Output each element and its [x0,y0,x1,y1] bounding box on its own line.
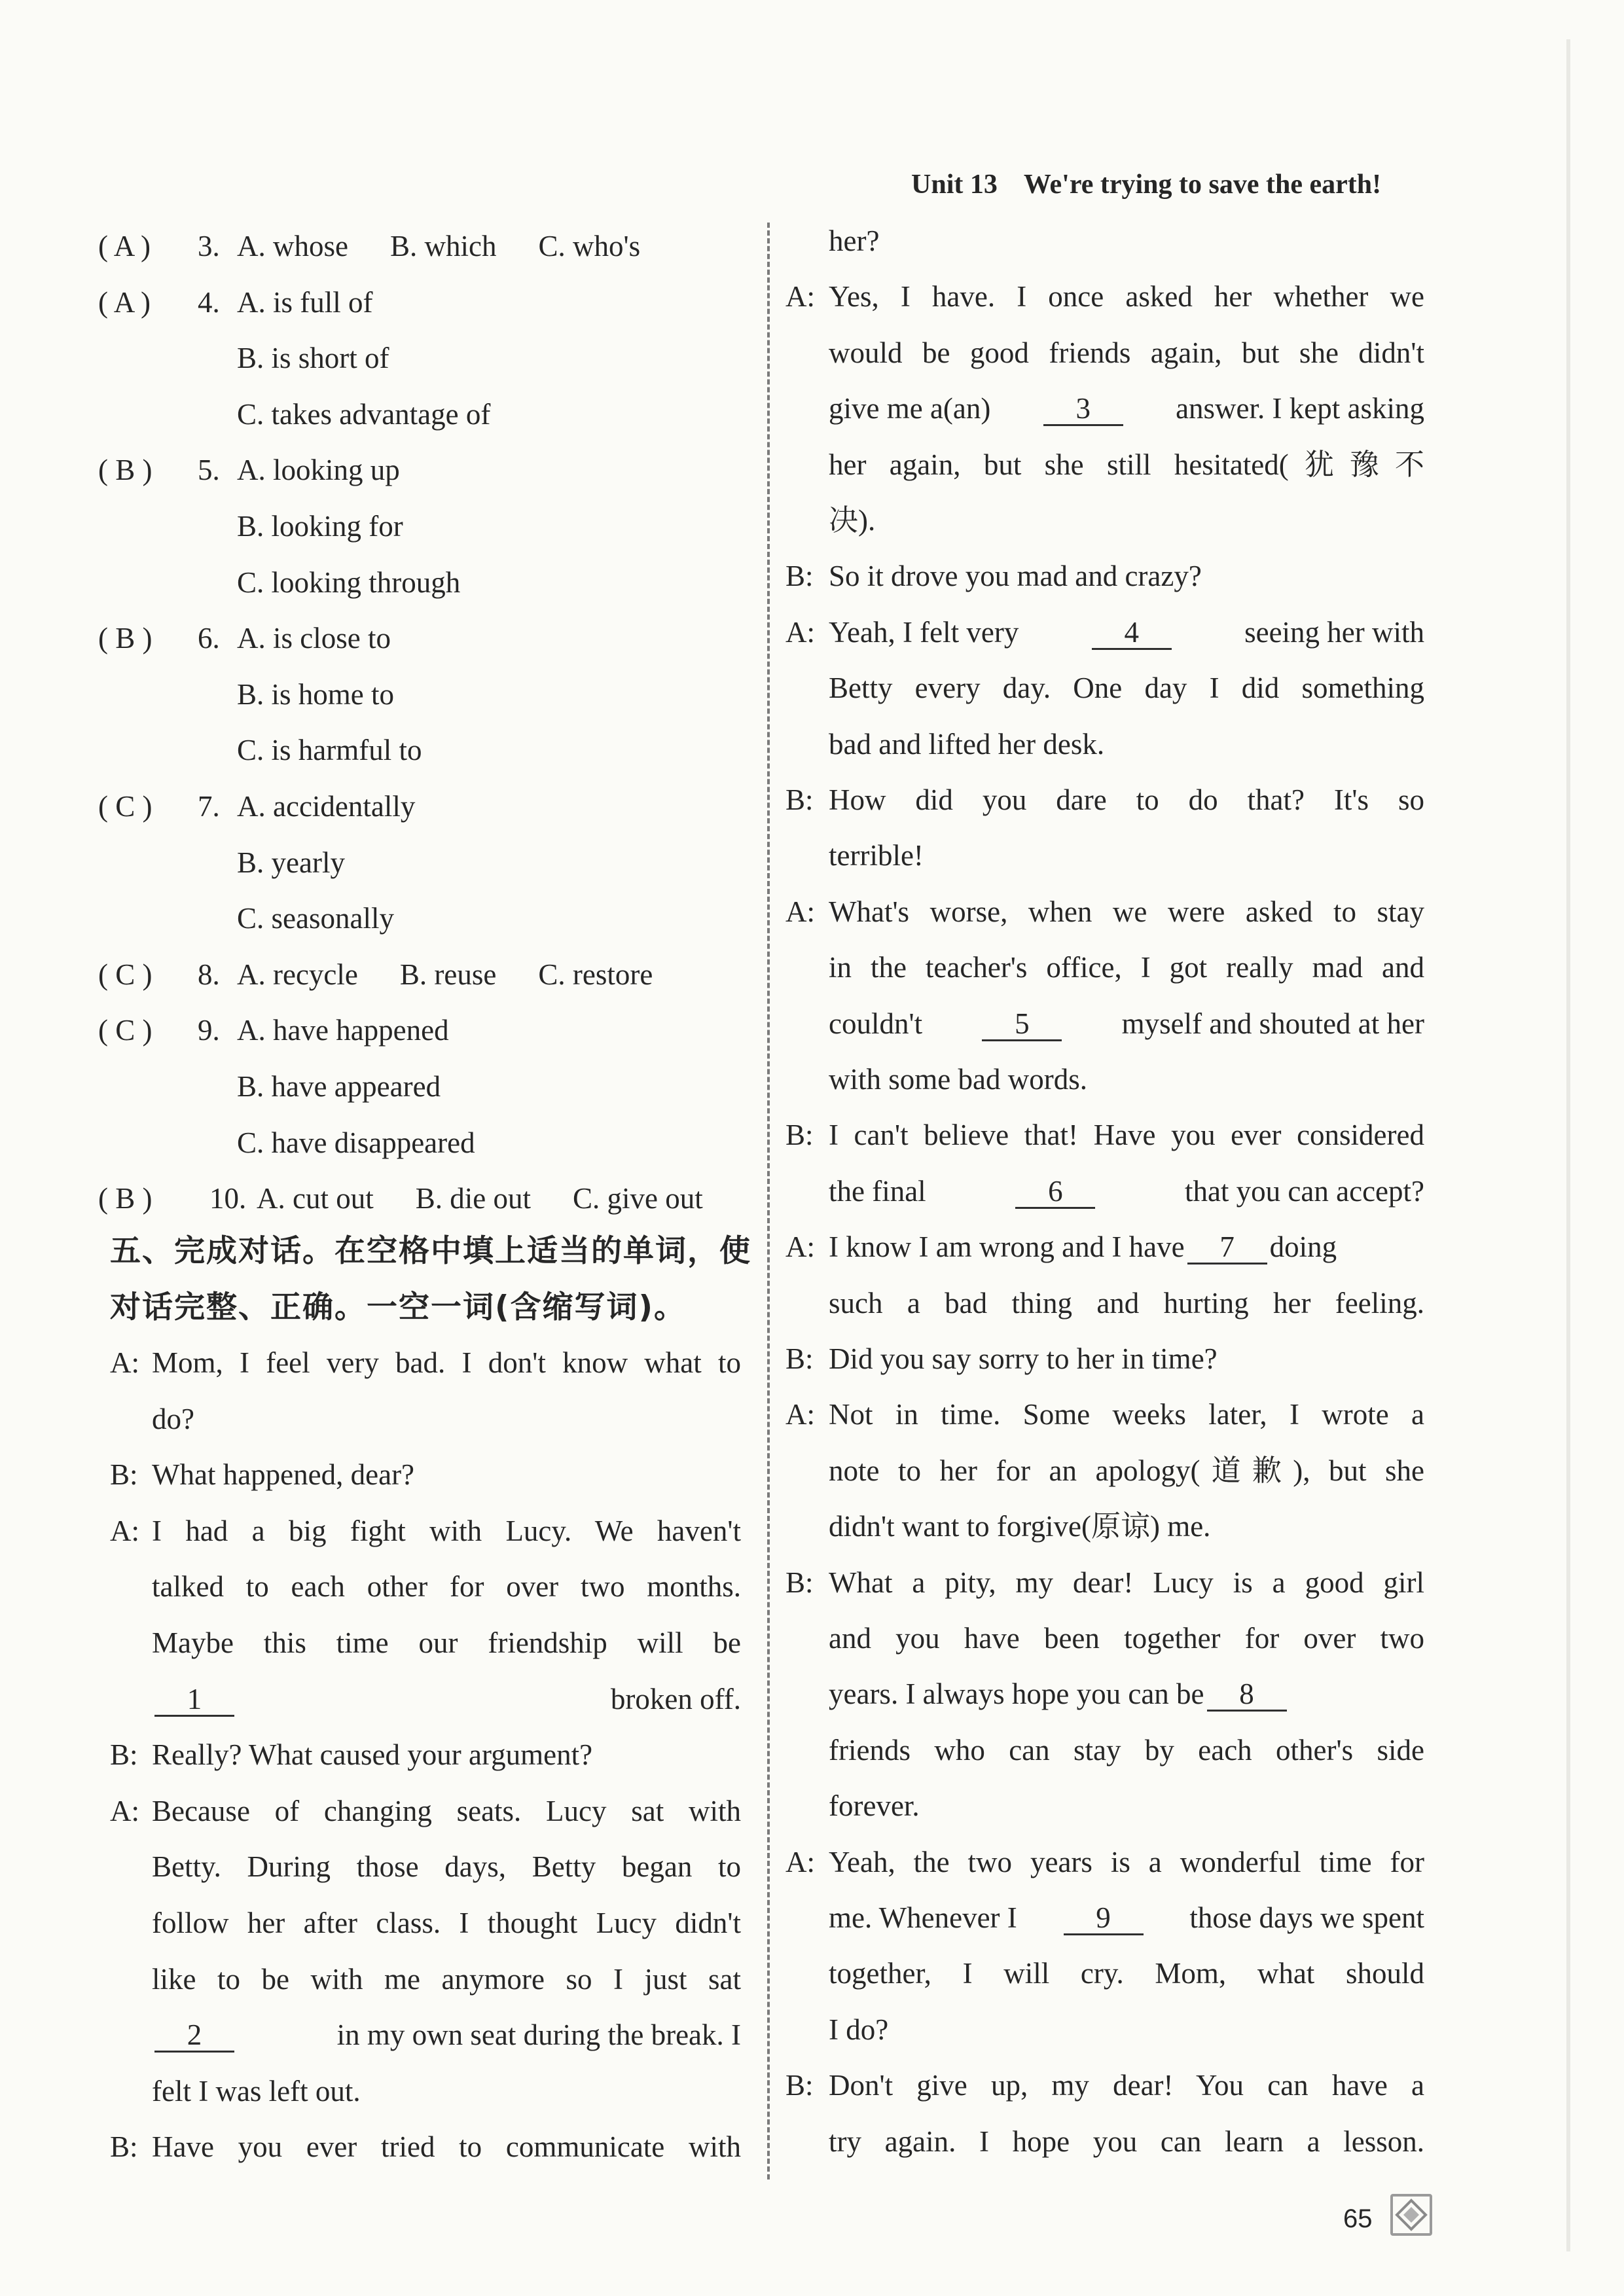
option-text: B. is home to [237,677,395,711]
text: didn't want to forgive(原谅) me. [829,1510,1211,1543]
dialogue-line [785,1229,1424,1265]
answer-letter: B [115,1182,135,1215]
dialogue-text [829,1061,1424,1098]
text-group [829,614,1424,651]
options [237,1124,475,1161]
text: follow her after class. I thought Lucy didn't [152,1907,741,1939]
dialogue-line [829,1676,1424,1712]
dialogue-line [829,670,1424,706]
text: such a bad thing and hurting her feeling. [829,1286,1424,1319]
text: try again. I hope you can learn a lesson. [829,2125,1424,2158]
options [237,508,403,545]
question-number: 5. [198,454,220,487]
text: I do? [829,2013,889,2046]
options [237,1012,449,1049]
dialogue-text [829,446,1424,483]
option-text: C. have disappeared [237,1126,475,1159]
speaker-letter: A [785,1398,807,1431]
text-group [829,1173,1424,1210]
speaker-letter: A [110,1514,132,1547]
text-after: in my own seat during the break. I [336,2018,741,2052]
dialogue-text [152,1905,741,1941]
dialogue-text [152,1961,741,1998]
speaker-letter: B [785,783,806,816]
speaker-label: B: [785,1566,814,1599]
dialogue-line [829,334,1424,371]
speaker-label: B: [785,560,814,593]
option-text: B. yearly [237,846,345,879]
section-heading-cont: 对话完整、正确。一空一词(含缩写词)。 [110,1289,686,1325]
options [237,900,394,937]
diamond-icon [1390,2194,1432,2236]
dialogue-line [829,502,1424,539]
dialogue-line [110,2128,741,2165]
text: with some bad words. [829,1063,1087,1096]
column-divider [767,223,770,2179]
dialogue-line [829,1732,1424,1768]
answer-bracket: ( B ) [98,622,153,655]
text: What happened, dear? [152,1458,415,1492]
dialogue-text [152,1848,741,1885]
speaker-label: B: [110,1738,138,1772]
speaker-letter: B [785,2069,806,2102]
answer-blank: 5 [982,1008,1062,1041]
options [237,788,415,825]
dialogue-line [152,1624,741,1661]
text: do? [152,1402,194,1435]
options [257,1180,703,1217]
answer-blank: 2 [154,2019,234,2053]
dialogue-line [785,1340,1424,1377]
dialogue-line [152,2073,741,2109]
dialogue-line [785,781,1424,818]
answer-blank: 4 [1092,617,1172,650]
dialogue-text [829,1676,1424,1712]
speaker-letter: A [785,615,807,649]
options [237,340,389,376]
option-text: A. accidentally [237,790,416,823]
text: How did you dare to do that? It's so [829,783,1424,816]
dialogue-text [829,2067,1424,2104]
speaker-letter: B [785,1342,806,1375]
option-text: C. seasonally [237,902,394,935]
dialogue-line [829,837,1424,874]
dialogue-text [829,1844,1424,1880]
dialogue-line [110,1344,741,1381]
answer-blank: 8 [1207,1678,1287,1712]
answer-letter: C [115,790,135,823]
text-before: me. Whenever I [829,1901,1017,1934]
option-text: A. recycle [237,958,358,991]
dialogue-text [829,781,1424,818]
text: her? [829,224,880,257]
text-group [152,1681,741,1717]
page-number: 65 [1343,2204,1373,2233]
answer-letter: C [115,1014,135,1047]
text: Betty every day. One day I did something [829,672,1424,705]
question-number: 8. [198,958,220,991]
text-group [829,390,1424,427]
text: Betty. During those days, Betty began to [152,1850,741,1884]
option-text: C. give out [572,1182,703,1215]
text: talked to each other for over two months. [152,1570,741,1604]
dialogue-line [829,390,1424,427]
options [237,452,400,488]
text: Did you say sorry to her in time? [829,1342,1218,1375]
question-number: 4. [198,285,220,319]
option-text: C. is harmful to [237,734,422,767]
dialogue-line [829,1005,1424,1042]
speaker-label: A: [110,1794,140,1827]
dialogue-line [785,1564,1424,1601]
text-after: that you can accept? [1184,1174,1424,1208]
question-number: 3. [198,230,220,262]
answer-bracket: ( A ) [98,230,151,262]
dialogue-text [829,558,1424,594]
dialogue-line [152,1568,741,1605]
question-number: 7. [198,790,220,823]
running-header [911,169,1381,200]
speaker-letter: A [785,1230,807,1264]
speaker-label: A: [785,280,816,314]
option-text: A. looking up [237,454,400,487]
dialogue-line [785,278,1424,315]
speaker-letter: A [110,1346,132,1379]
text-group [829,1005,1424,1042]
dialogue-line [110,1456,741,1493]
text: together, I will cry. Mom, what should [829,1957,1424,1990]
options [237,284,373,321]
option-text: A. have happened [237,1014,449,1047]
text: I had a big fight with Lucy. We haven't [152,1514,741,1547]
speaker-label: A: [785,1230,816,1264]
dialogue-text [829,949,1424,986]
option-text: A. cut out [257,1182,374,1215]
text-before: I know I am wrong and I have [829,1230,1185,1264]
option-text: B. die out [415,1182,531,1215]
dialogue-line [152,1905,741,1941]
answer-bracket: ( C ) [98,1014,153,1047]
option-text: B. reuse [399,958,497,991]
options [237,620,391,656]
option-text: A. is close to [237,622,391,655]
option-text: A. is full of [237,285,373,319]
speaker-label: A: [110,1514,140,1547]
text-before: years. I always hope you can be [829,1677,1204,1711]
option-text: B. looking for [237,510,403,543]
dialogue-text [829,1732,1424,1768]
dialogue-text [829,1173,1424,1210]
dialogue-text [152,2073,741,2109]
dialogue-line [785,2067,1424,2104]
dialogue-text [829,1452,1424,1489]
text: her again, but she still hesitated(犹豫不 [829,448,1424,481]
speaker-label: B: [785,1342,814,1375]
answer-blank: 9 [1064,1902,1144,1935]
dialogue-text [829,1955,1424,1992]
text: in the teacher's office, I got really mad and [829,951,1424,984]
dialogue-line [785,893,1424,930]
question-number: 9. [198,1014,220,1047]
option-text: B. which [389,230,497,262]
dialogue-line [829,1508,1424,1545]
dialogue-text [152,1456,741,1493]
answer-blank: 1 [154,1683,234,1717]
dialogue-text [829,2123,1424,2160]
dialogue-line [829,1452,1424,1489]
text-after: seeing her with [1244,615,1424,649]
dialogue-line [785,1396,1424,1433]
dialogue-line [829,446,1424,483]
answer-letter: A [113,230,134,262]
text: friends who can stay by each other's side [829,1733,1424,1767]
dialogue-text [829,1564,1424,1601]
speaker-letter: B [785,1119,806,1152]
speaker-letter: A [785,1845,807,1878]
question-number: 10. [209,1182,247,1215]
dialogue-text [829,837,1424,874]
text: Not in time. Some weeks later, I wrote a [829,1398,1424,1431]
dialogue-line [110,1793,741,1829]
options [237,564,460,601]
dialogue-line [829,949,1424,986]
dialogue-line [785,614,1424,651]
dialogue-text [152,1513,741,1549]
dialogue-text [829,1117,1424,1153]
options [237,676,394,713]
speaker-label: B: [785,1119,814,1152]
text: Really? What caused your argument? [152,1738,593,1772]
dialogue-text [152,1401,741,1437]
text: forever. [829,1789,920,1823]
dialogue-text [829,614,1424,651]
text: What a pity, my dear! Lucy is a good girl [829,1566,1424,1599]
speaker-letter: B [110,1738,130,1772]
options [237,956,653,993]
speaker-letter: A [785,280,807,314]
speaker-letter: A [110,1794,132,1827]
dialogue-line [829,726,1424,762]
dialogue-text [829,1396,1424,1433]
dialogue-text [829,334,1424,371]
dialogue-text [152,1344,741,1381]
dialogue-line [829,223,1424,259]
answer-bracket: ( C ) [98,958,153,991]
answer-blank: 7 [1187,1231,1267,1265]
dialogue-text [152,2128,741,2165]
answer-letter: B [115,454,135,487]
dialogue-text [829,1508,1424,1545]
text: What's worse, when we were asked to stay [829,895,1424,928]
text: and you have been together for over two [829,1622,1424,1655]
dialogue-text [829,726,1424,762]
option-text: B. have appeared [237,1070,441,1103]
dialogue-line [152,1848,741,1885]
option-text: B. is short of [237,342,389,375]
text-after: myself and shouted at her [1121,1007,1424,1040]
text: terrible! [829,839,924,872]
dialogue-text [829,670,1424,706]
dialogue-line [829,1955,1424,1992]
options [237,1068,441,1105]
dialogue-line [785,1844,1424,1880]
text-after: doing [1269,1230,1337,1264]
answer-bracket: ( B ) [98,1182,153,1215]
dialogue-text [152,1793,741,1829]
dialogue-text [152,1736,741,1773]
speaker-letter: B [785,560,806,593]
section-heading: 五、完成对话。在空格中填上适当的单词，使 [110,1233,751,1269]
question-number: 6. [198,622,220,655]
dialogue-line [829,1285,1424,1321]
dialogue-line [152,1961,741,1998]
answer-blank: 3 [1043,393,1123,426]
dialogue-text [829,1787,1424,1824]
speaker-label: B: [110,1458,138,1492]
dialogue-text [829,502,1424,539]
dialogue-text [829,390,1424,427]
speaker-label: B: [785,783,814,816]
dialogue-line [829,2011,1424,2048]
speaker-letter: A [785,895,807,928]
dialogue-text [152,2017,741,2053]
answer-blank: 6 [1015,1175,1095,1209]
dialogue-text [829,893,1424,930]
options [237,732,422,768]
option-text: C. restore [538,958,653,991]
dialogue-line [829,1899,1424,1936]
dialogue-text [829,1285,1424,1321]
dialogue-line [152,1401,741,1437]
speaker-label: A: [785,615,816,649]
speaker-label: A: [785,1398,816,1431]
option-text: A. whose [237,230,348,262]
text-group [829,1676,1290,1712]
answer-bracket: ( B ) [98,454,153,487]
dialogue-line [110,1736,741,1773]
option-text: C. looking through [237,565,461,599]
dialogue-line [829,1787,1424,1824]
answer-bracket: ( A ) [98,285,151,319]
dialogue-line [152,1681,741,1717]
text: would be good friends again, but she didn't [829,336,1424,369]
dialogue-line [829,2123,1424,2160]
dialogue-line [829,1173,1424,1210]
dialogue-text [152,1624,741,1661]
option-text: C. who's [538,230,641,262]
speaker-label: A: [110,1346,140,1379]
options [237,228,640,264]
text: So it drove you mad and crazy? [829,560,1202,593]
dialogue-text [152,1681,741,1717]
text-group [152,2017,741,2053]
page-edge-shadow [1566,39,1570,2251]
speaker-letter: B [110,2130,130,2164]
unit-title: We're trying to save the earth! [1023,170,1382,200]
speaker-label: B: [110,2130,138,2164]
dialogue-line [152,2017,741,2053]
dialogue-text [829,1340,1424,1377]
text: Because of changing seats. Lucy sat with [152,1794,741,1827]
speaker-label: A: [785,895,816,928]
dialogue-line [785,558,1424,594]
answer-letter: C [115,958,135,991]
text-group [829,1899,1424,1936]
option-text: C. takes advantage of [237,397,491,431]
text-before: Yeah, I felt very [829,615,1019,649]
unit-label: Unit 13 [911,170,998,200]
dialogue-line [829,1061,1424,1098]
text: bad and lifted her desk. [829,727,1105,761]
dialogue-text [152,1568,741,1605]
dialogue-text [829,1620,1424,1657]
text: note to her for an apology(道歉), but she [829,1454,1424,1487]
text-after: answer. I kept asking [1176,392,1424,425]
text: Yes, I have. I once asked her whether we [829,280,1424,314]
dialogue-line [785,1117,1424,1153]
text: I can't believe that! Have you ever considered [829,1119,1424,1152]
answer-letter: B [115,622,135,655]
dialogue-text [829,1229,1424,1265]
text-before: couldn't [829,1007,923,1040]
text: like to be with me anymore so I just sat [152,1962,741,1996]
options [237,844,345,881]
text: Maybe this time our friendship will be [152,1626,741,1659]
speaker-letter: B [785,1566,806,1599]
answer-bracket: ( C ) [98,790,153,823]
text-after: those days we spent [1189,1901,1424,1934]
dialogue-text [829,278,1424,315]
text: Yeah, the two years is a wonderful time for [829,1845,1424,1878]
text: Don't give up, my dear! You can have a [829,2069,1424,2102]
dialogue-text [829,223,1424,259]
text-after: broken off. [610,1682,741,1715]
speaker-label: B: [785,2069,814,2102]
options [237,396,490,433]
dialogue-text [829,2011,1424,2048]
dialogue-text [829,1005,1424,1042]
text: felt I was left out. [152,2074,361,2108]
text-before: give me a(an) [829,392,991,425]
dialogue-text [829,1899,1424,1936]
dialogue-line [110,1513,741,1549]
answer-letter: A [113,285,134,319]
dialogue-line [829,1620,1424,1657]
text: Mom, I feel very bad. I don't know what to [152,1346,741,1379]
text-before: the final [829,1174,926,1208]
text-group [829,1229,1337,1265]
speaker-label: A: [785,1845,816,1878]
speaker-letter: B [110,1458,130,1492]
text: Have you ever tried to communicate with [152,2130,741,2164]
text: 决). [829,504,876,537]
